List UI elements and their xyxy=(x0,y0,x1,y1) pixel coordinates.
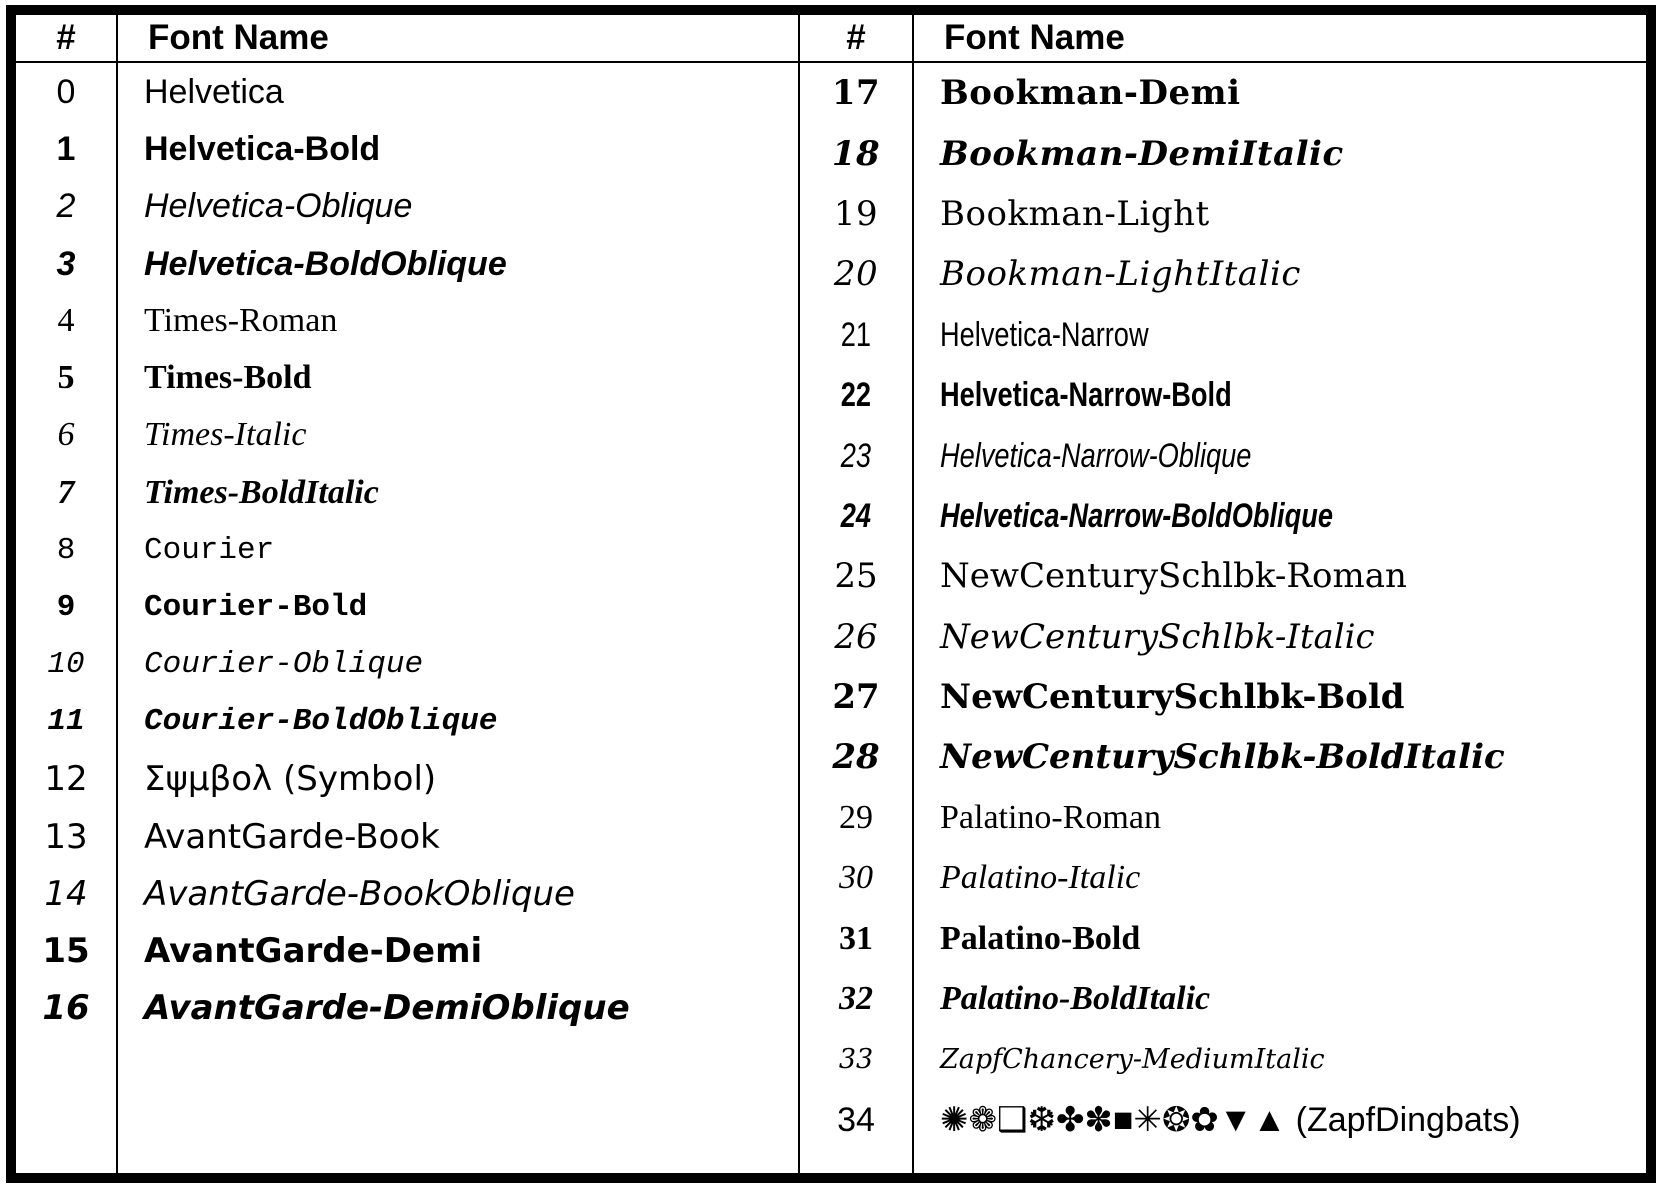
font-number: 24 xyxy=(840,496,872,535)
font-number: 10 xyxy=(47,647,85,683)
font-name: ZapfChancery-MediumItalic xyxy=(940,1043,1325,1075)
font-number: 5 xyxy=(57,359,75,397)
font-number: 4 xyxy=(57,301,75,339)
font-name: AvantGarde-Book xyxy=(144,816,440,857)
font-number: 19 xyxy=(833,193,879,234)
font-name: Times-Roman xyxy=(144,301,338,339)
font-name: AvantGarde-Demi xyxy=(144,931,483,972)
font-name: Bookman-Light xyxy=(940,193,1210,234)
font-number: 22 xyxy=(840,376,872,415)
font-name: Courier-Bold xyxy=(144,589,368,625)
font-name: Helvetica-Narrow-Bold xyxy=(940,376,1232,415)
font-number: 28 xyxy=(832,737,880,778)
font-name: Courier-BoldOblique xyxy=(144,704,498,740)
font-number: 6 xyxy=(57,416,75,454)
font-number: 9 xyxy=(56,589,76,625)
font-name: Helvetica-Narrow-Oblique xyxy=(940,436,1252,475)
font-number: 12 xyxy=(44,759,88,800)
font-name: NewCenturySchlbk-Italic xyxy=(940,616,1375,657)
font-number: 1 xyxy=(56,129,76,168)
font-number: 29 xyxy=(839,798,873,836)
font-name: AvantGarde-DemiOblique xyxy=(144,988,630,1029)
font-number: 26 xyxy=(834,616,878,657)
font-number: 21 xyxy=(840,315,872,354)
font-name: Helvetica xyxy=(144,72,284,111)
right-fontname-column xyxy=(914,15,1646,1173)
font-number: 33 xyxy=(838,1043,874,1075)
font-number: 0 xyxy=(56,72,76,111)
font-name: Palatino-BoldItalic xyxy=(940,980,1211,1018)
left-number-header: # xyxy=(16,15,116,63)
font-name: Courier xyxy=(144,532,275,568)
font-number: 20 xyxy=(833,254,879,295)
font-number: 30 xyxy=(839,859,873,897)
font-name: Helvetica-Bold xyxy=(144,129,381,168)
font-number: 14 xyxy=(44,873,88,914)
left-number-column xyxy=(16,15,118,1173)
font-name: Bookman-DemiItalic xyxy=(940,133,1344,174)
font-number: 7 xyxy=(57,473,75,511)
font-number: 25 xyxy=(834,556,878,597)
font-name: Helvetica-Narrow-BoldOblique xyxy=(940,496,1333,535)
font-name: AvantGarde-BookOblique xyxy=(144,873,575,914)
font-name: Helvetica-Oblique xyxy=(144,187,413,226)
font-name: Times-Italic xyxy=(144,416,307,454)
font-table-frame xyxy=(6,5,1656,1183)
font-number: 17 xyxy=(831,73,881,114)
font-name: Helvetica-BoldOblique xyxy=(144,244,507,283)
font-name: Palatino-Italic xyxy=(940,859,1141,897)
font-name: Times-Bold xyxy=(144,359,312,397)
font-number: 13 xyxy=(44,816,88,857)
font-number: 31 xyxy=(839,919,873,957)
right-number-header: # xyxy=(800,15,912,63)
font-name: Times-BoldItalic xyxy=(144,473,379,511)
font-number: 8 xyxy=(56,532,76,568)
right-number-column xyxy=(800,15,914,1173)
font-name: NewCenturySchlbk-Roman xyxy=(940,556,1407,597)
font-number: 2 xyxy=(56,187,76,226)
font-number: 15 xyxy=(42,931,90,972)
font-number: 34 xyxy=(837,1100,875,1139)
font-number: 32 xyxy=(839,980,873,1018)
font-name: NewCenturySchlbk-Bold xyxy=(940,677,1405,718)
font-number: 16 xyxy=(42,988,90,1029)
font-name: Palatino-Roman xyxy=(940,798,1161,836)
font-name: Σψμβολ (Symbol) xyxy=(144,759,437,800)
font-name: Palatino-Bold xyxy=(940,919,1141,957)
font-name: Courier-Oblique xyxy=(144,647,424,683)
font-number: 18 xyxy=(831,133,881,174)
left-fontname-header: Font Name xyxy=(118,15,798,63)
right-fontname-header: Font Name xyxy=(914,15,1646,63)
font-number: 3 xyxy=(56,244,76,283)
font-number: 11 xyxy=(47,704,85,740)
font-number: 27 xyxy=(832,677,880,718)
font-number: 23 xyxy=(840,436,872,475)
font-name: ✺❁❑❆✤✽■✳❂✿▼▲ (ZapfDingbats) xyxy=(940,1100,1521,1139)
left-fontname-column xyxy=(118,15,800,1173)
font-name: Bookman-Demi xyxy=(940,73,1241,114)
font-name: Bookman-LightItalic xyxy=(940,254,1301,295)
font-name: Helvetica-Narrow xyxy=(940,315,1149,354)
font-name: NewCenturySchlbk-BoldItalic xyxy=(940,737,1505,778)
